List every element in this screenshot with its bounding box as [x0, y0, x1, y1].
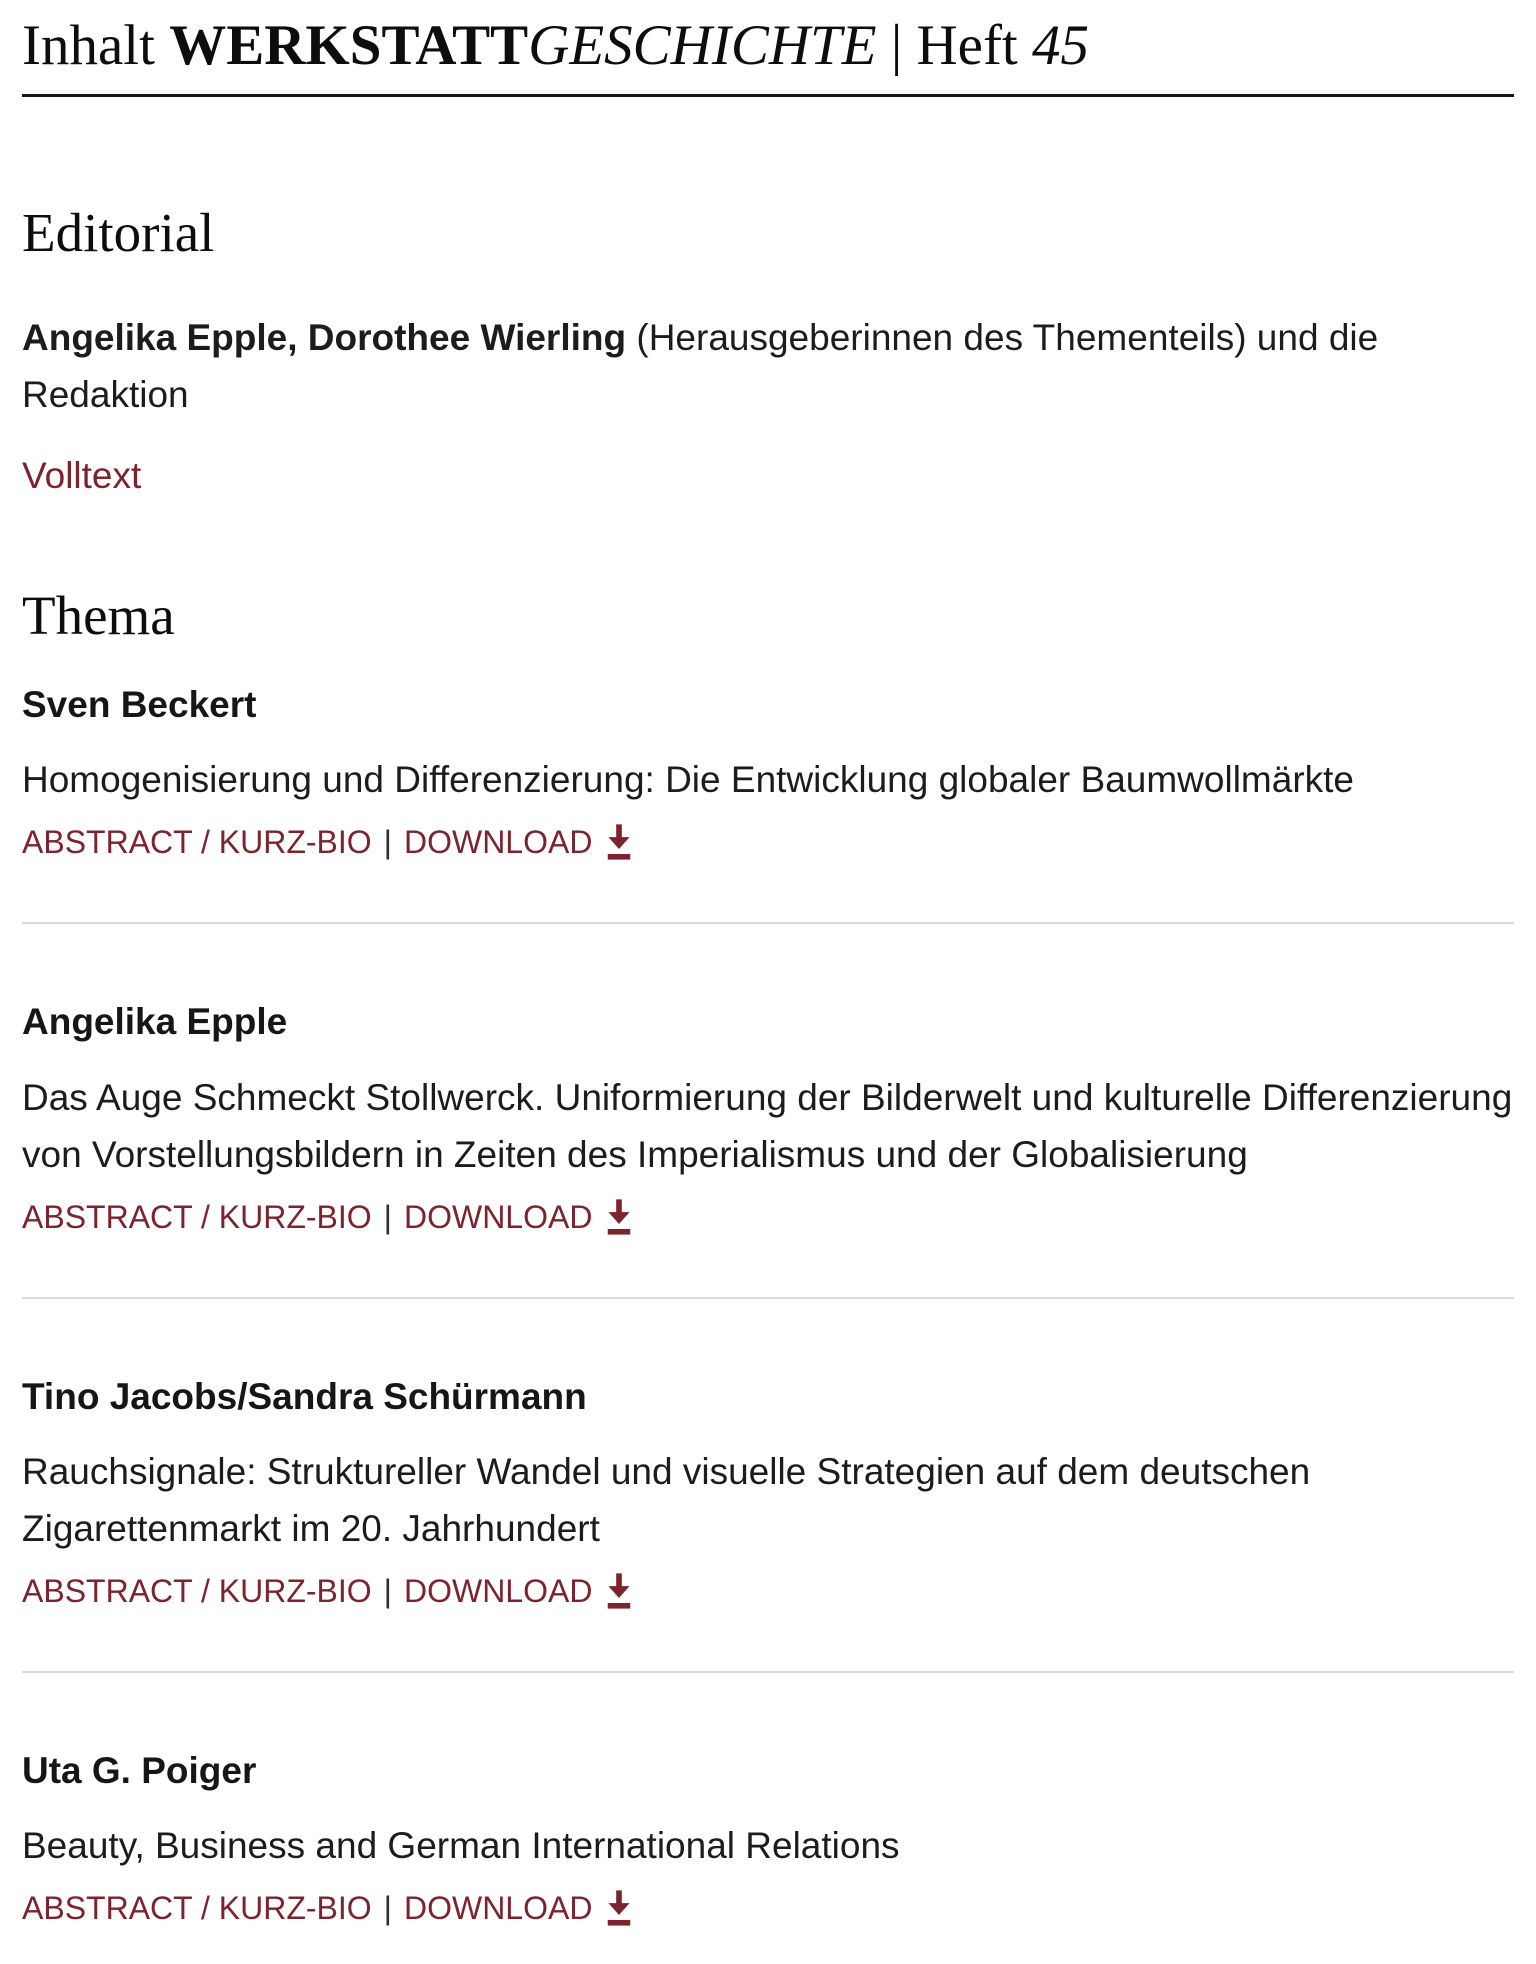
divider — [22, 1671, 1514, 1673]
download-icon — [602, 1198, 636, 1236]
title-issue-number: 45 — [1032, 14, 1090, 77]
article-entry — [22, 683, 1514, 864]
links-separator: | — [383, 1573, 392, 1610]
title-brand-bold: WERKSTATT — [169, 14, 529, 77]
download-icon — [602, 823, 636, 861]
article-title: Beauty, Business and German International Relations — [22, 1825, 900, 1867]
editorial-authors-note: (Herausgeberinnen des Thementeils) und die Redaktion — [22, 316, 1379, 415]
article-author: Uta G. Poiger — [22, 1750, 257, 1792]
download-icon — [602, 1889, 636, 1927]
article-links-row — [22, 1195, 1514, 1239]
page-title — [22, 12, 1514, 97]
download-link[interactable] — [404, 1195, 636, 1239]
article-author: Angelika Epple — [22, 1001, 288, 1043]
links-separator: | — [383, 1890, 392, 1927]
article-title: Homogenisierung und Differenzierung: Die Entwicklung globaler Baumwollmärkte — [22, 759, 1354, 801]
title-separator: | — [876, 14, 917, 77]
editorial-heading: Editorial — [22, 202, 215, 264]
article-entry — [22, 1000, 1514, 1238]
thema-heading: Thema — [22, 584, 175, 646]
article-links-row — [22, 1569, 1514, 1613]
download-link-label: DOWNLOAD — [403, 824, 593, 861]
links-separator: | — [383, 824, 392, 861]
article-entry — [22, 1749, 1514, 1930]
article-links-row — [22, 1886, 1514, 1930]
article-title: Rauchsignale: Struktureller Wandel und visuelle Strategien auf dem deutschen Zigarettenmarkt im 20. Jahrhundert — [22, 1451, 1311, 1550]
abstract-kurzbio-link[interactable]: ABSTRACT / KURZ-BIO — [22, 1573, 372, 1610]
article-author: Sven Beckert — [22, 683, 257, 725]
download-link[interactable] — [404, 1886, 636, 1930]
title-brand-italic: GESCHICHTE — [528, 14, 877, 77]
article-links-row — [22, 820, 1514, 864]
article-author: Tino Jacobs/Sandra Schürmann — [22, 1375, 587, 1417]
download-link-label: DOWNLOAD — [403, 1573, 593, 1610]
article-title: Das Auge Schmeckt Stollwerck. Uniformierung der Bilderwelt und kulturelle Differenzierung von Vorstellungsbildern in Zeiten des Imperialismus und der Globalisierung — [22, 1076, 1513, 1175]
divider — [22, 1297, 1514, 1299]
article-entry — [22, 1375, 1514, 1613]
editorial-author-names: Angelika Epple, Dorothee Wierling — [22, 316, 627, 358]
title-prefix: Inhalt — [22, 14, 170, 77]
divider — [22, 922, 1514, 924]
download-link[interactable] — [404, 820, 636, 864]
download-link-label: DOWNLOAD — [403, 1890, 593, 1927]
volltext-link[interactable]: Volltext — [22, 454, 142, 496]
download-link-label: DOWNLOAD — [403, 1198, 593, 1235]
abstract-kurzbio-link[interactable]: ABSTRACT / KURZ-BIO — [22, 1198, 372, 1235]
abstract-kurzbio-link[interactable]: ABSTRACT / KURZ-BIO — [22, 824, 372, 861]
editorial-authors — [22, 309, 1514, 423]
title-issue-label: Heft — [916, 14, 1033, 77]
abstract-kurzbio-link[interactable]: ABSTRACT / KURZ-BIO — [22, 1890, 372, 1927]
links-separator: | — [383, 1198, 392, 1235]
download-icon — [602, 1572, 636, 1610]
download-link[interactable] — [404, 1569, 636, 1613]
